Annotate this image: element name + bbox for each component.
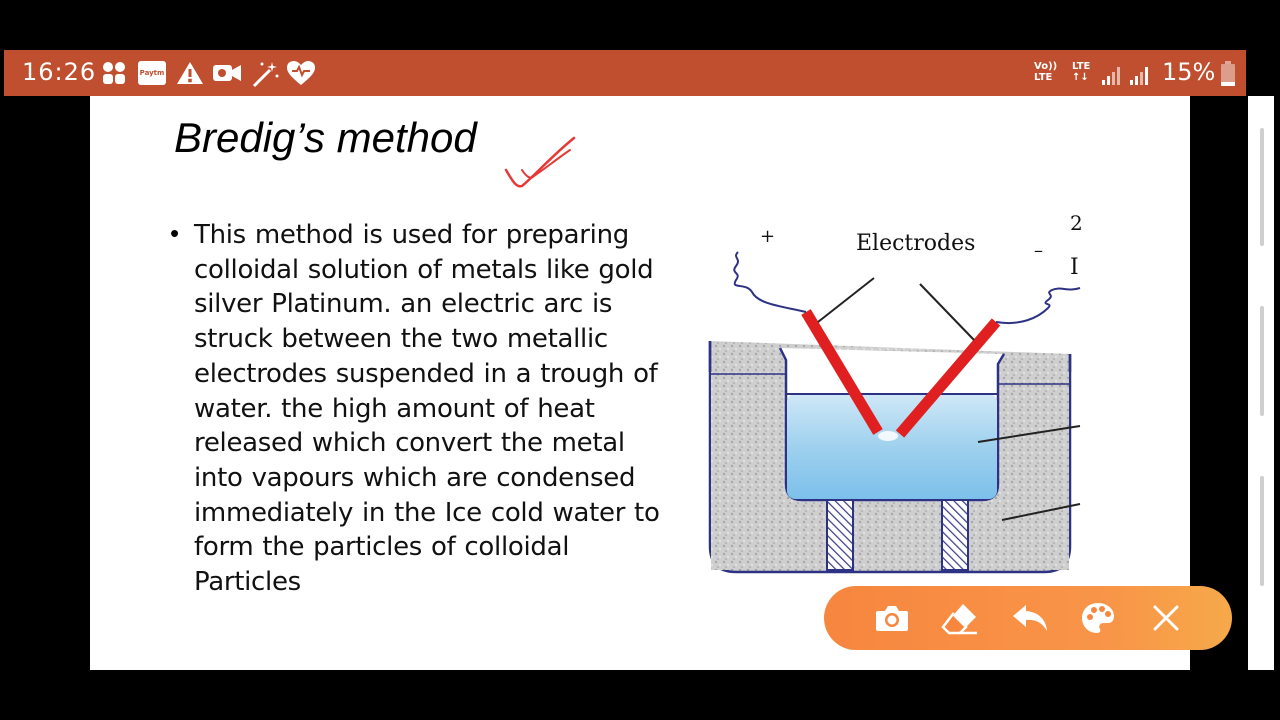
undo-icon xyxy=(1011,602,1049,634)
paytm-icon: Paytm xyxy=(138,61,166,85)
grid-apps-icon xyxy=(100,60,130,86)
slide-title: Bredig’s method xyxy=(174,114,477,161)
clock: 16:26 xyxy=(22,58,97,86)
battery-icon xyxy=(1220,61,1236,87)
scroll-thumb[interactable] xyxy=(1260,306,1264,416)
lte-indicator: LTE ↑↓ xyxy=(1072,61,1091,83)
scroll-thumb[interactable] xyxy=(1260,128,1264,246)
support-left xyxy=(827,500,853,570)
electrodes-label: Electrodes xyxy=(856,231,976,256)
close-icon xyxy=(1151,603,1181,633)
warning-icon xyxy=(176,60,204,86)
cut-label-1: 2 xyxy=(1070,211,1083,235)
support-right xyxy=(942,500,968,570)
undo-button[interactable] xyxy=(1010,598,1050,638)
status-bar xyxy=(4,50,1246,96)
palette-icon xyxy=(1080,601,1116,635)
eraser-icon xyxy=(941,601,979,635)
cut-label-2: I xyxy=(1070,255,1079,280)
signal-icon xyxy=(1100,64,1156,86)
bullet-marker: • xyxy=(170,218,180,248)
video-camera-icon xyxy=(212,60,242,86)
eraser-button[interactable] xyxy=(940,598,980,638)
heart-icon xyxy=(286,60,316,86)
arc-spark xyxy=(878,431,898,441)
camera-button[interactable] xyxy=(872,598,912,638)
close-button[interactable] xyxy=(1146,598,1186,638)
bredig-apparatus-diagram xyxy=(90,96,1190,670)
wire-left xyxy=(734,252,806,312)
magic-wand-icon xyxy=(250,60,280,88)
battery-percentage: 15% xyxy=(1162,58,1216,86)
slide-canvas xyxy=(90,96,1190,670)
camera-icon xyxy=(874,602,910,634)
water-fill xyxy=(787,394,997,499)
minus-label: – xyxy=(1034,240,1043,261)
scroll-thumb[interactable] xyxy=(1260,476,1264,586)
page-scrollbar[interactable] xyxy=(1248,96,1274,670)
annotation-toolbar xyxy=(824,586,1232,650)
palette-button[interactable] xyxy=(1078,598,1118,638)
volte-indicator: Vo)) LTE xyxy=(1034,61,1058,83)
wire-right xyxy=(996,288,1080,323)
plus-label: + xyxy=(760,226,776,247)
body-paragraph: This method is used for preparing colloidal solution of metals like gold silver Platinum. an electric arc is struck between the two metallic electrodes suspended in a trough of water. the high amount of heat released which convert the metal into vapours which are condensed immediately in the Ice cold water to form the particles of colloidal Particles xyxy=(194,220,660,598)
